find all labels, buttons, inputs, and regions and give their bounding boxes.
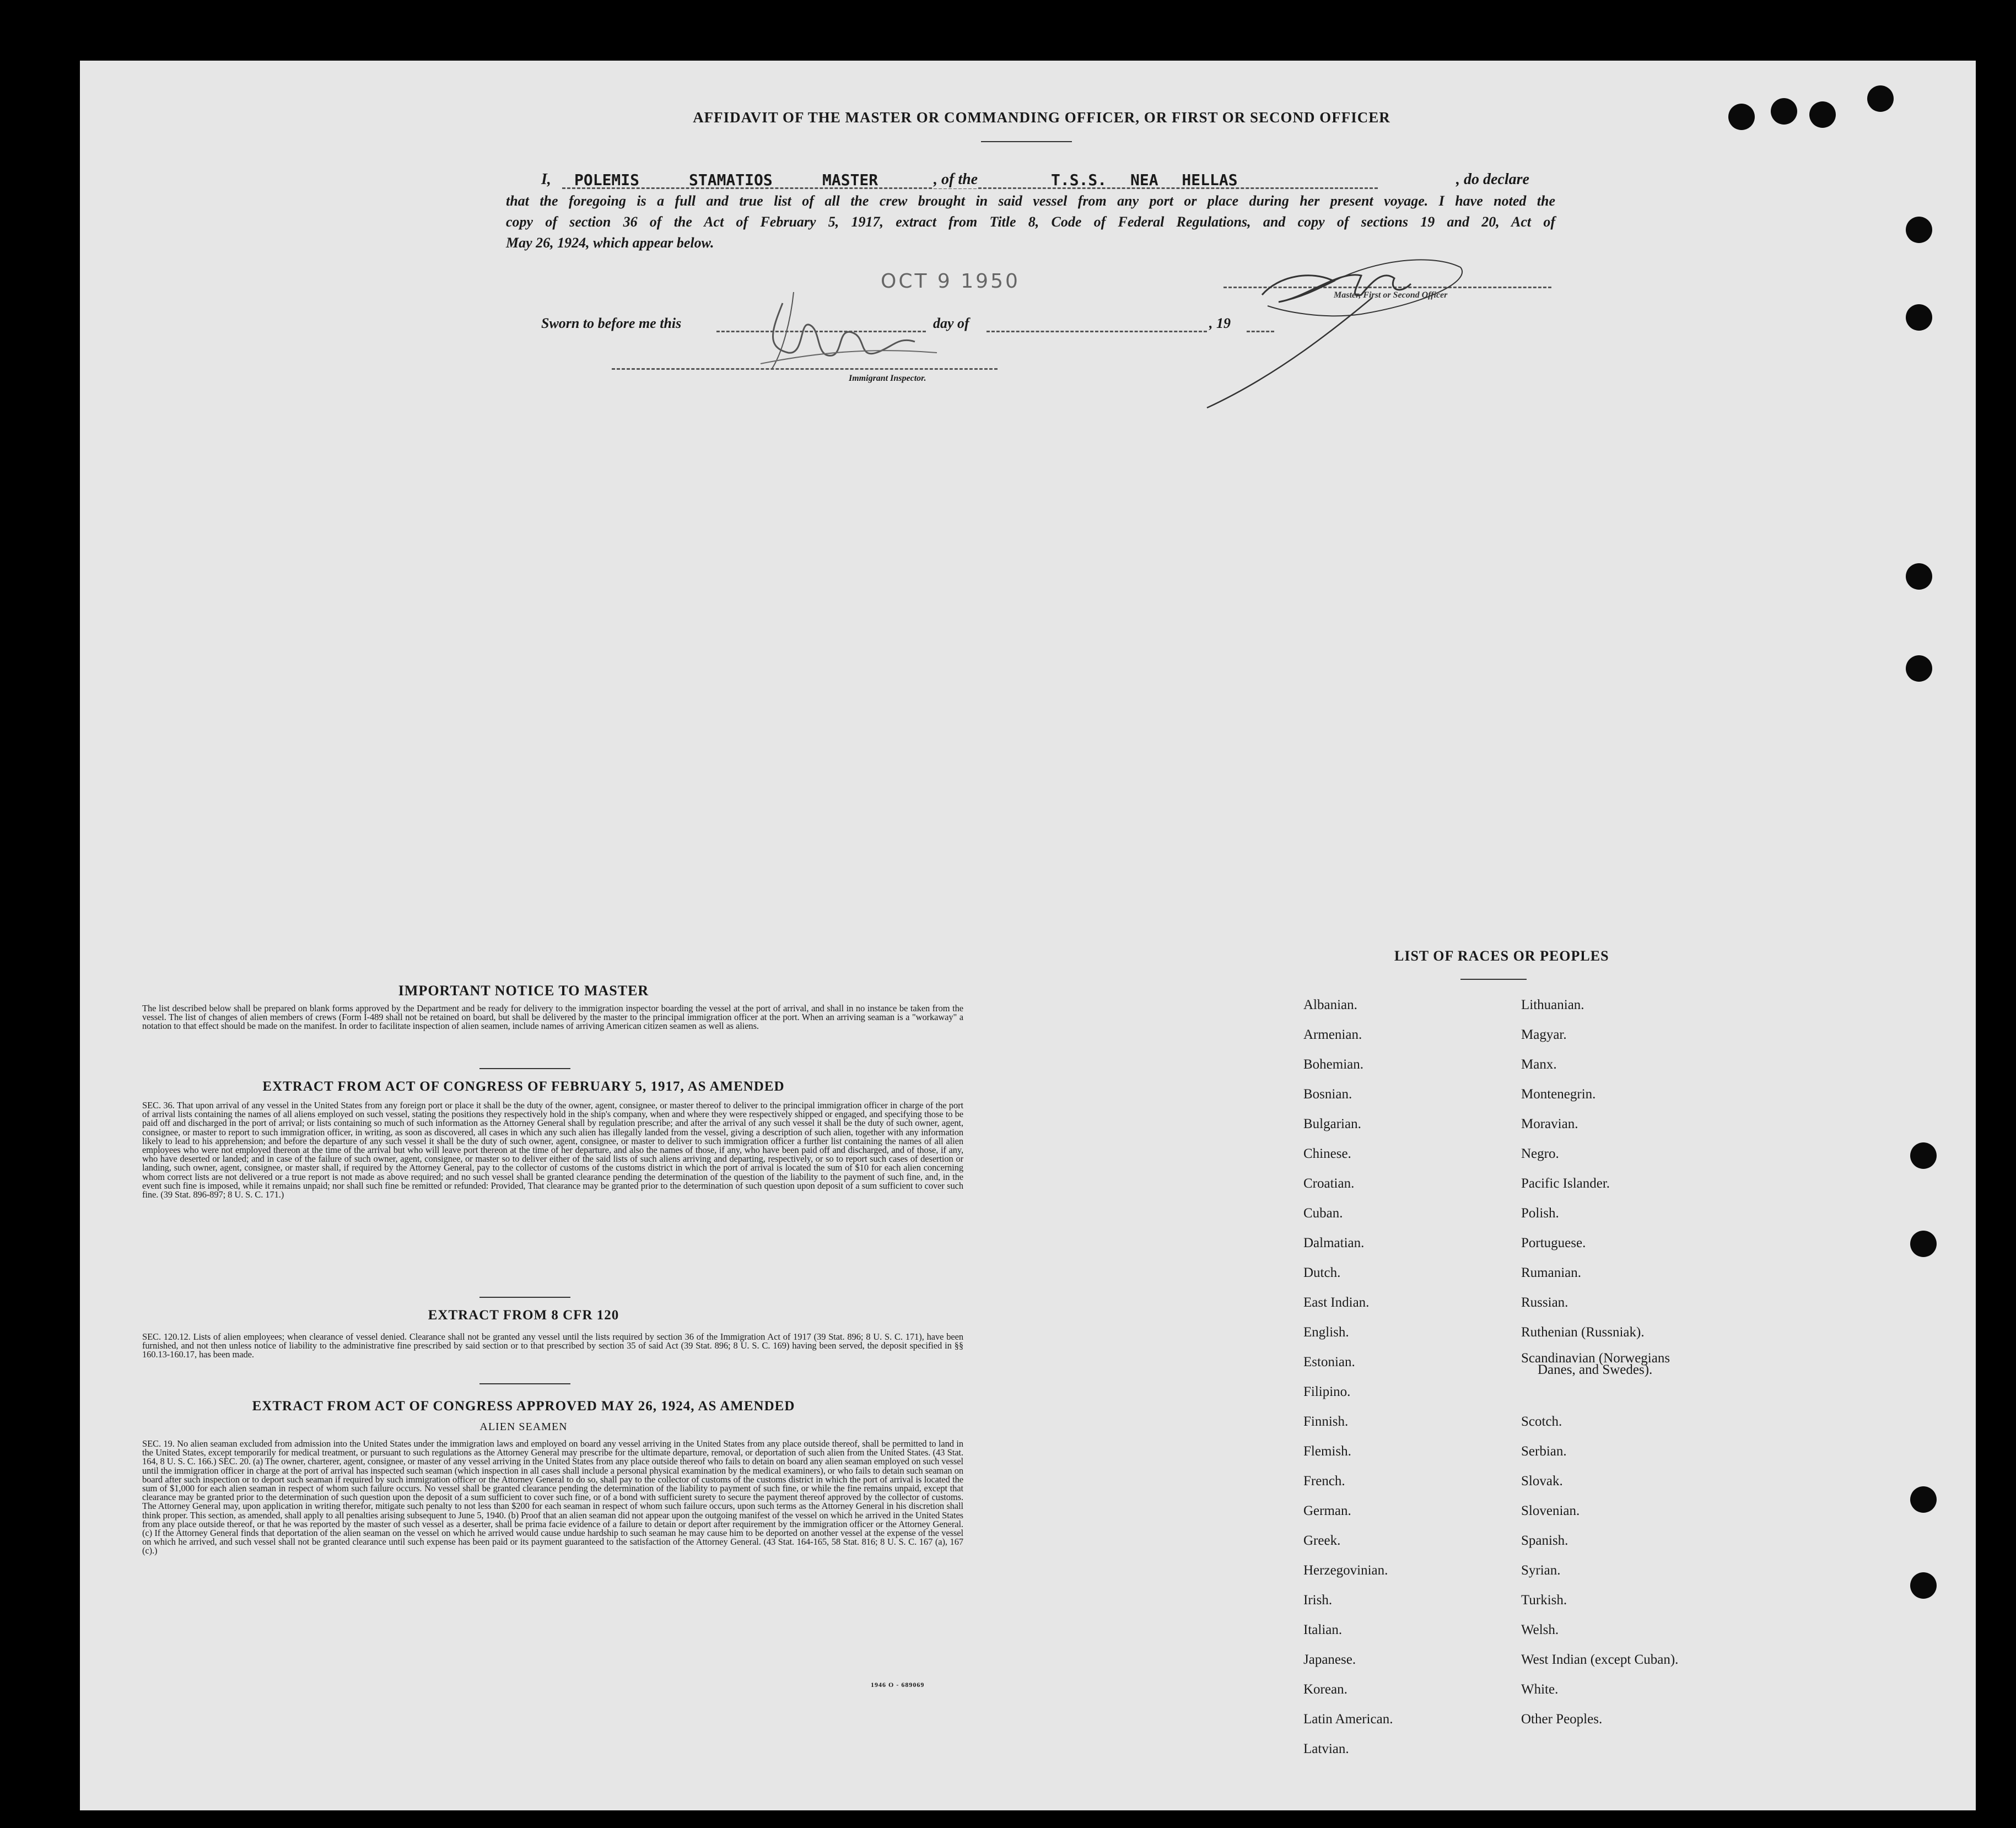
race-item: Portuguese. <box>1521 1236 1586 1250</box>
race-item: French. <box>1303 1474 1345 1489</box>
punch-hole <box>1906 304 1932 331</box>
race-item: Pacific Islander. <box>1521 1176 1610 1191</box>
race-item: Slovak. <box>1521 1474 1563 1489</box>
master-signature-caption: Master, First or Second Officer <box>1334 290 1448 300</box>
declaration-line-4: May 26, 1924, which appear below. <box>506 235 714 251</box>
cfr-rule <box>479 1383 570 1384</box>
race-item: Albanian. <box>1303 997 1357 1012</box>
declaration-line-2: that the foregoing is a full and true list of all the crew brought in said vessel from any port or place during her present voyage. I have noted the <box>506 193 1555 209</box>
race-item: East Indian. <box>1303 1295 1370 1310</box>
punch-hole <box>1910 1486 1937 1513</box>
race-item: Other Peoples. <box>1521 1712 1603 1727</box>
race-item: Dutch. <box>1303 1265 1341 1280</box>
race-item: West Indian (except Cuban). <box>1521 1652 1679 1667</box>
notice-rule <box>479 1068 570 1069</box>
race-item: Negro. <box>1521 1146 1559 1161</box>
date-stamp: OCT 9 1950 <box>881 270 1020 293</box>
race-item: Dalmatian. <box>1303 1236 1365 1250</box>
race-item: Croatian. <box>1303 1176 1355 1191</box>
race-item: Magyar. <box>1521 1027 1567 1042</box>
race-item: Scandinavian (Norwegians <box>1521 1351 1670 1366</box>
punch-hole <box>1728 104 1755 130</box>
race-item: Greek. <box>1303 1533 1341 1548</box>
master-rank: MASTER <box>822 171 878 189</box>
races-rule <box>1460 979 1527 980</box>
master-signature <box>1196 237 1494 419</box>
race-item: Moravian. <box>1521 1117 1578 1131</box>
race-item: Scotch. <box>1521 1414 1562 1429</box>
race-item: Herzegovinian. <box>1303 1563 1388 1578</box>
declaration-line-3: copy of section 36 of the Act of February 5, 1917, extract from Title 8, Code of Federal Regulations, and copy of sections 19 and 20, Act of <box>506 214 1555 230</box>
extract-1924-subheading: ALIEN SEAMEN <box>479 1421 568 1433</box>
race-item: Montenegrin. <box>1521 1087 1596 1102</box>
race-item: Russian. <box>1521 1295 1568 1310</box>
race-item: Manx. <box>1521 1057 1557 1072</box>
affidavit-title: AFFIDAVIT OF THE MASTER OR COMMANDING OFFICER, OR FIRST OR SECOND OFFICER <box>693 109 1390 126</box>
race-item: English. <box>1303 1325 1349 1340</box>
race-item: Bosnian. <box>1303 1087 1352 1102</box>
extract-1917-body: SEC. 36. That upon arrival of any vessel in the United States from any foreign port or place it shall be the duty of the owner, agent, consignee, or master thereof to deliver to the principal immigration officer in charge of the port of arrival lists containing the names of all aliens employed on such vessel, stating the positions they respectively hold in the ship's company, when and where they were respectively shipped or engaged, and specifying those to be paid off and discharged in the port of arrival; or lists containing so much of such information as the Attorney General shall by regulation prescribe; and after the arrival of any such vessel it shall be the duty of such owner, agent, consignee, or master to report to such immigration officer, in writing, as soon as discovered, all cases in which any such alien has illegally landed from the vessel, giving a description of such alien, together with any information likely to lead to his apprehension; and before the departure of any such vessel it shall be the duty of such owner, agent, consignee, or master to deliver to such immigration officer a further list containing the names of all alien employees who were not employed thereon at the time of the arrival but who will leave port thereon at the time of her departure, and also the names of those, if any, who have been paid off and discharged, and of those, if any, who have deserted or landed; and in case of the failure of such owner, agent, consignee, or master so to deliver either of the said lists of such aliens arriving and departing, respectively, or so to report such cases of desertion or landing, such owner, agent, consignee, or master shall, if required by the Attorney General, pay to the collector of customs of the customs district in which the port of arrival is located the sum of $10 for each alien concerning whom correct lists are not delivered or a true report is not made as above required; and no such vessel shall be granted clearance pending the determination of the question of the liability to the payment of such fine, and, in the event such fine is imposed, while it remains unpaid; nor shall such fine be remitted or refunded: Provided, That clearance may be granted prior to the determination of such question upon deposit of a sum sufficient to cover such fine. (39 Stat. 896-897; 8 U. S. C. 171.) <box>142 1100 963 1200</box>
inspector-caption: Immigrant Inspector. <box>849 374 926 383</box>
sworn-label: Sworn to before me this <box>541 315 682 331</box>
do-declare-label: , do declare <box>1456 171 1529 188</box>
race-item: German. <box>1303 1503 1351 1518</box>
race-item: Bohemian. <box>1303 1057 1364 1072</box>
race-item: Polish. <box>1521 1206 1559 1221</box>
vessel-name: T.S.S. NEA HELLAS <box>1051 171 1238 189</box>
punch-hole <box>1771 98 1797 125</box>
punch-hole <box>1910 1231 1937 1257</box>
race-item: Estonian. <box>1303 1355 1355 1369</box>
race-item: Bulgarian. <box>1303 1117 1361 1131</box>
year-prefix: , 19 <box>1209 315 1231 331</box>
print-code: 1946 O - 689069 <box>871 1681 925 1689</box>
of-the-label: , of the <box>934 171 978 188</box>
races-right-column <box>1521 990 1678 1734</box>
race-item: Korean. <box>1303 1682 1347 1697</box>
race-item: Chinese. <box>1303 1146 1351 1161</box>
sworn-month-blank <box>987 331 1207 332</box>
punch-hole <box>1906 655 1932 682</box>
punch-hole <box>1906 563 1932 590</box>
extract-1924-body: SEC. 19. No alien seaman excluded from admission into the United States under the immigration laws and employed on board any vessel arriving in the United States from any place outside thereof, shall be permitted to land in the United States, except temporarily for medical treatment, or pursuant to such regulations as the Attorney General may prescribe for the ultimate departure, removal, or deportation of such alien from the United States. (43 Stat. 164, 8 U. S. C. 166.) SEC. 20. (a) The owner, charterer, agent, consignee, or master of any vessel arriving in the United States from any place outside thereof who fails to detain on board any alien seaman employed on such vessel until the immigration officer in charge at the port of arrival has inspected such seaman (which inspection in all cases shall include a personal physical examination by the medical examiners), or who fails to detain such seaman on board after such inspection or to deport such seaman if required by such immigration officer or the Attorney General to do so, shall pay to the collector of customs of the customs district in which the port of arrival is located the sum of $1,000 for each alien seaman in respect of whom such failure occurs. No vessel shall be granted clearance pending the determination of the liability to payment of such fine, or while the fine remains unpaid, except that clearance may be granted prior to the determination of such question upon the deposit of a sum sufficient to cover such fine, or of a bond with sufficient surety to secure the payment thereof approved by the collector of customs. The Attorney General may, upon application in writing therefor, mitigate such penalty to not less than $200 for each seaman in respect of whom such failure occurs, upon such terms as the Attorney General in his discretion shall think proper. This section, as amended, shall apply to all penalties arising subsequent to June 5, 1940. (b) Proof that an alien seaman did not appear upon the outgoing manifest of the vessel on which he arrived in the United States from any place outside thereof, or that he was reported by the master of such vessel as a deserter, shall be prima facie evidence of a failure to detain or deport after requirement by the immigration officer or the Attorney General. (c) If the Attorney General finds that deportation of the alien seaman on the vessel on which he arrived would cause undue hardship to such seaman he may cause him to be deported on another vessel at the expense of the vessel on which he arrived, and such vessel shall not be granted clearance until such expense has been paid or its payment guaranteed to the satisfaction of the Attorney General. (43 Stat. 164-165, 58 Stat. 816; 8 U. S. C. 167 (a), 167 (c).) <box>142 1438 963 1556</box>
punch-hole <box>1910 1572 1937 1599</box>
punch-hole <box>1910 1142 1937 1169</box>
title-rule <box>981 141 1072 142</box>
inspector-signature <box>750 287 948 375</box>
race-item: Filipino. <box>1303 1384 1351 1399</box>
race-item: Slovenian. <box>1521 1503 1580 1518</box>
races-left-column <box>1303 990 1393 1764</box>
notice-heading: IMPORTANT NOTICE TO MASTER <box>398 983 649 999</box>
master-surname: POLEMIS <box>574 171 640 189</box>
races-heading: LIST OF RACES OR PEOPLES <box>1394 948 1609 964</box>
declaration-line-1 <box>541 171 1555 193</box>
race-item: Lithuanian. <box>1521 997 1584 1012</box>
punch-hole <box>1867 85 1894 112</box>
race-item: Italian. <box>1303 1622 1343 1637</box>
race-item: Welsh. <box>1521 1622 1559 1637</box>
pronoun: I, <box>541 171 551 188</box>
race-item: Latin American. <box>1303 1712 1393 1727</box>
master-given-name: STAMATIOS <box>689 171 773 189</box>
extract-1917-heading: EXTRACT FROM ACT OF CONGRESS OF FEBRUARY 5, 1917, AS AMENDED <box>262 1079 785 1094</box>
notice-body: The list described below shall be prepared on blank forms approved by the Department and be ready for delivery to the immigration inspector boarding the vessel at the port of arrival, and shall in no instance be taken from the vessel. The list of changes of alien members of crews (Form I-489 shall not be retained on board, but shall be delivered by the master to the principal immigration officer at the port. When an arriving seaman is a "workaway" a notation to that effect should be made on the manifest. In order to facilitate inspection of alien seamen, include names of arriving American citizen seamen as well as aliens. <box>142 1003 963 1032</box>
race-item: Flemish. <box>1303 1444 1351 1459</box>
race-item: Turkish. <box>1521 1593 1567 1608</box>
extract-1924-heading: EXTRACT FROM ACT OF CONGRESS APPROVED MAY 26, 1924, AS AMENDED <box>252 1399 795 1414</box>
race-item: Armenian. <box>1303 1027 1362 1042</box>
cfr-body: SEC. 120.12. Lists of alien employees; when clearance of vessel denied. Clearance shall not be granted any vessel until the lists required by section 36 of the Immigration Act of 1917 (39 Stat. 896; 8 U. S. C. 171), have been furnished, and not then unless notice of liability to the administrative fine prescribed by said section or to that prescribed by section 35 of said Act (39 Stat. 896; 8 U. S. C. 169) having been served, the deposit specified in §§ 160.13-160.17, has been made. <box>142 1331 963 1360</box>
race-item: Rumanian. <box>1521 1265 1582 1280</box>
race-item: Finnish. <box>1303 1414 1349 1429</box>
extract-1917-rule <box>479 1297 570 1298</box>
day-of-label: day of <box>933 315 969 331</box>
race-item: Ruthenian (Russniak). <box>1521 1325 1645 1340</box>
race-item: Serbian. <box>1521 1444 1567 1459</box>
cfr-heading: EXTRACT FROM 8 CFR 120 <box>428 1308 619 1323</box>
race-item: White. <box>1521 1682 1559 1697</box>
race-item: Irish. <box>1303 1593 1333 1608</box>
race-item: Latvian. <box>1303 1741 1349 1756</box>
punch-hole <box>1906 217 1932 243</box>
race-item: Spanish. <box>1521 1533 1568 1548</box>
race-item: Syrian. <box>1521 1563 1561 1578</box>
punch-hole <box>1809 101 1836 128</box>
race-item: Cuban. <box>1303 1206 1343 1221</box>
race-item: Japanese. <box>1303 1652 1356 1667</box>
race-item: Danes, and Swedes). <box>1538 1362 1653 1377</box>
